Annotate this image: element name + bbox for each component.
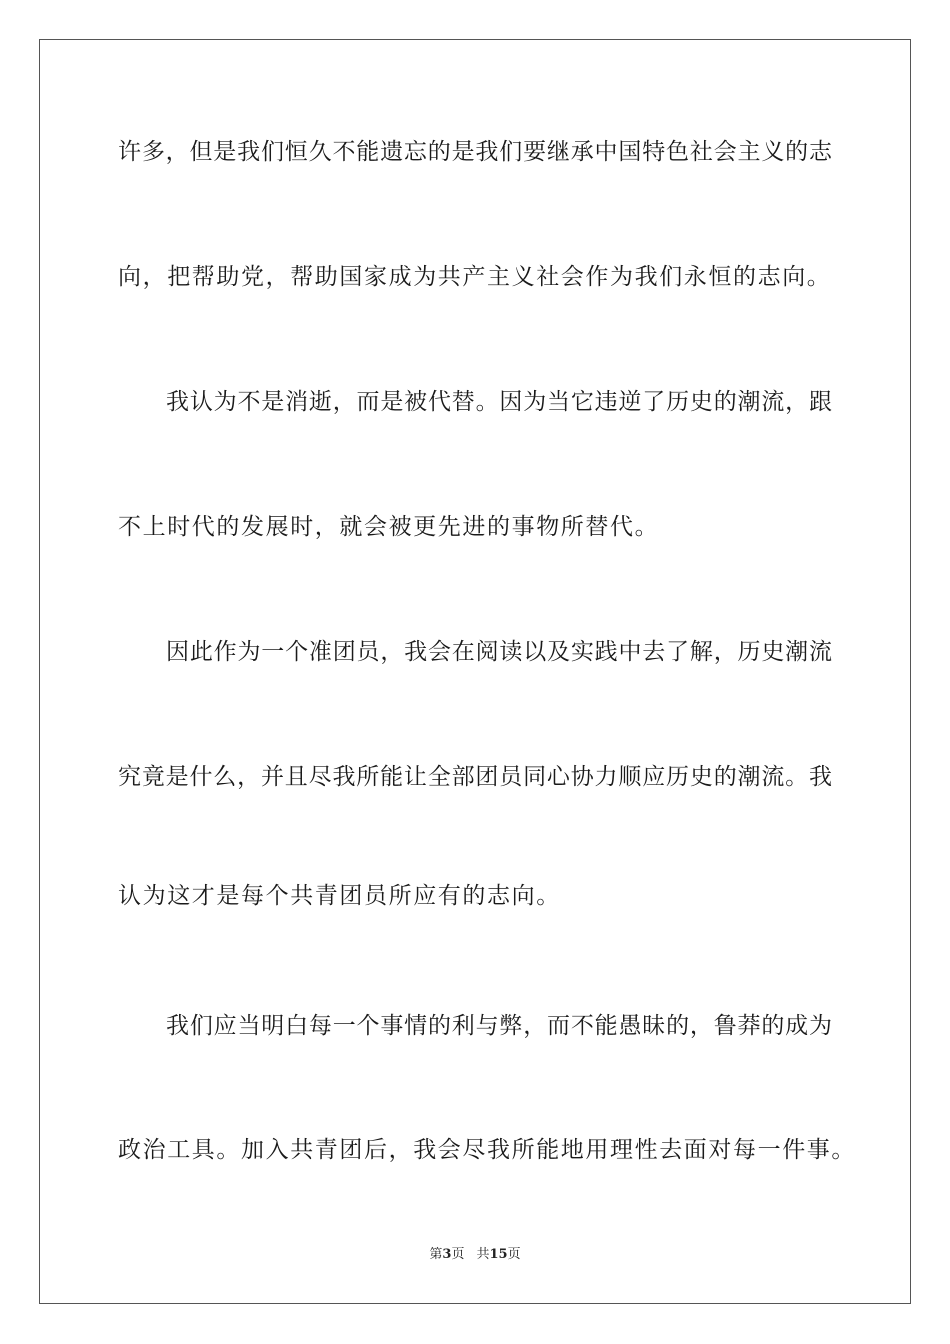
text-line-5: 因此作为一个准团员，我会在阅读以及实践中去了解，历史潮流 xyxy=(166,639,832,665)
text-line-1: 许多，但是我们恒久不能遗忘的是我们要继承中国特色社会主义的志 xyxy=(118,139,832,165)
text-line-4: 不上时代的发展时，就会被更先进的事物所替代。 xyxy=(118,514,660,540)
total-pages: 15 xyxy=(489,1247,508,1262)
page-prefix: 第 xyxy=(429,1247,443,1262)
text-line-9: 政治工具。加入共青团后，我会尽我所能地用理性去面对每一件事。 xyxy=(118,1137,856,1163)
page-footer xyxy=(0,1247,950,1263)
text-line-2: 向，把帮助党，帮助国家成为共产主义社会作为我们永恒的志向。 xyxy=(118,264,832,290)
page-number: 3 xyxy=(442,1247,452,1262)
text-line-8: 我们应当明白每一个事情的利与弊，而不能愚昧的，鲁莽的成为 xyxy=(166,1013,832,1039)
text-line-6: 究竟是什么，并且尽我所能让全部团员同心协力顺应历史的潮流。我 xyxy=(118,764,832,790)
text-line-3: 我认为不是消逝，而是被代替。因为当它违逆了历史的潮流，跟 xyxy=(166,389,832,415)
total-prefix: 共 xyxy=(476,1247,490,1262)
page-suffix: 页 xyxy=(451,1247,465,1262)
text-line-7: 认为这才是每个共青团员所应有的志向。 xyxy=(118,883,561,909)
page-border xyxy=(39,39,911,1304)
total-suffix: 页 xyxy=(507,1247,521,1262)
